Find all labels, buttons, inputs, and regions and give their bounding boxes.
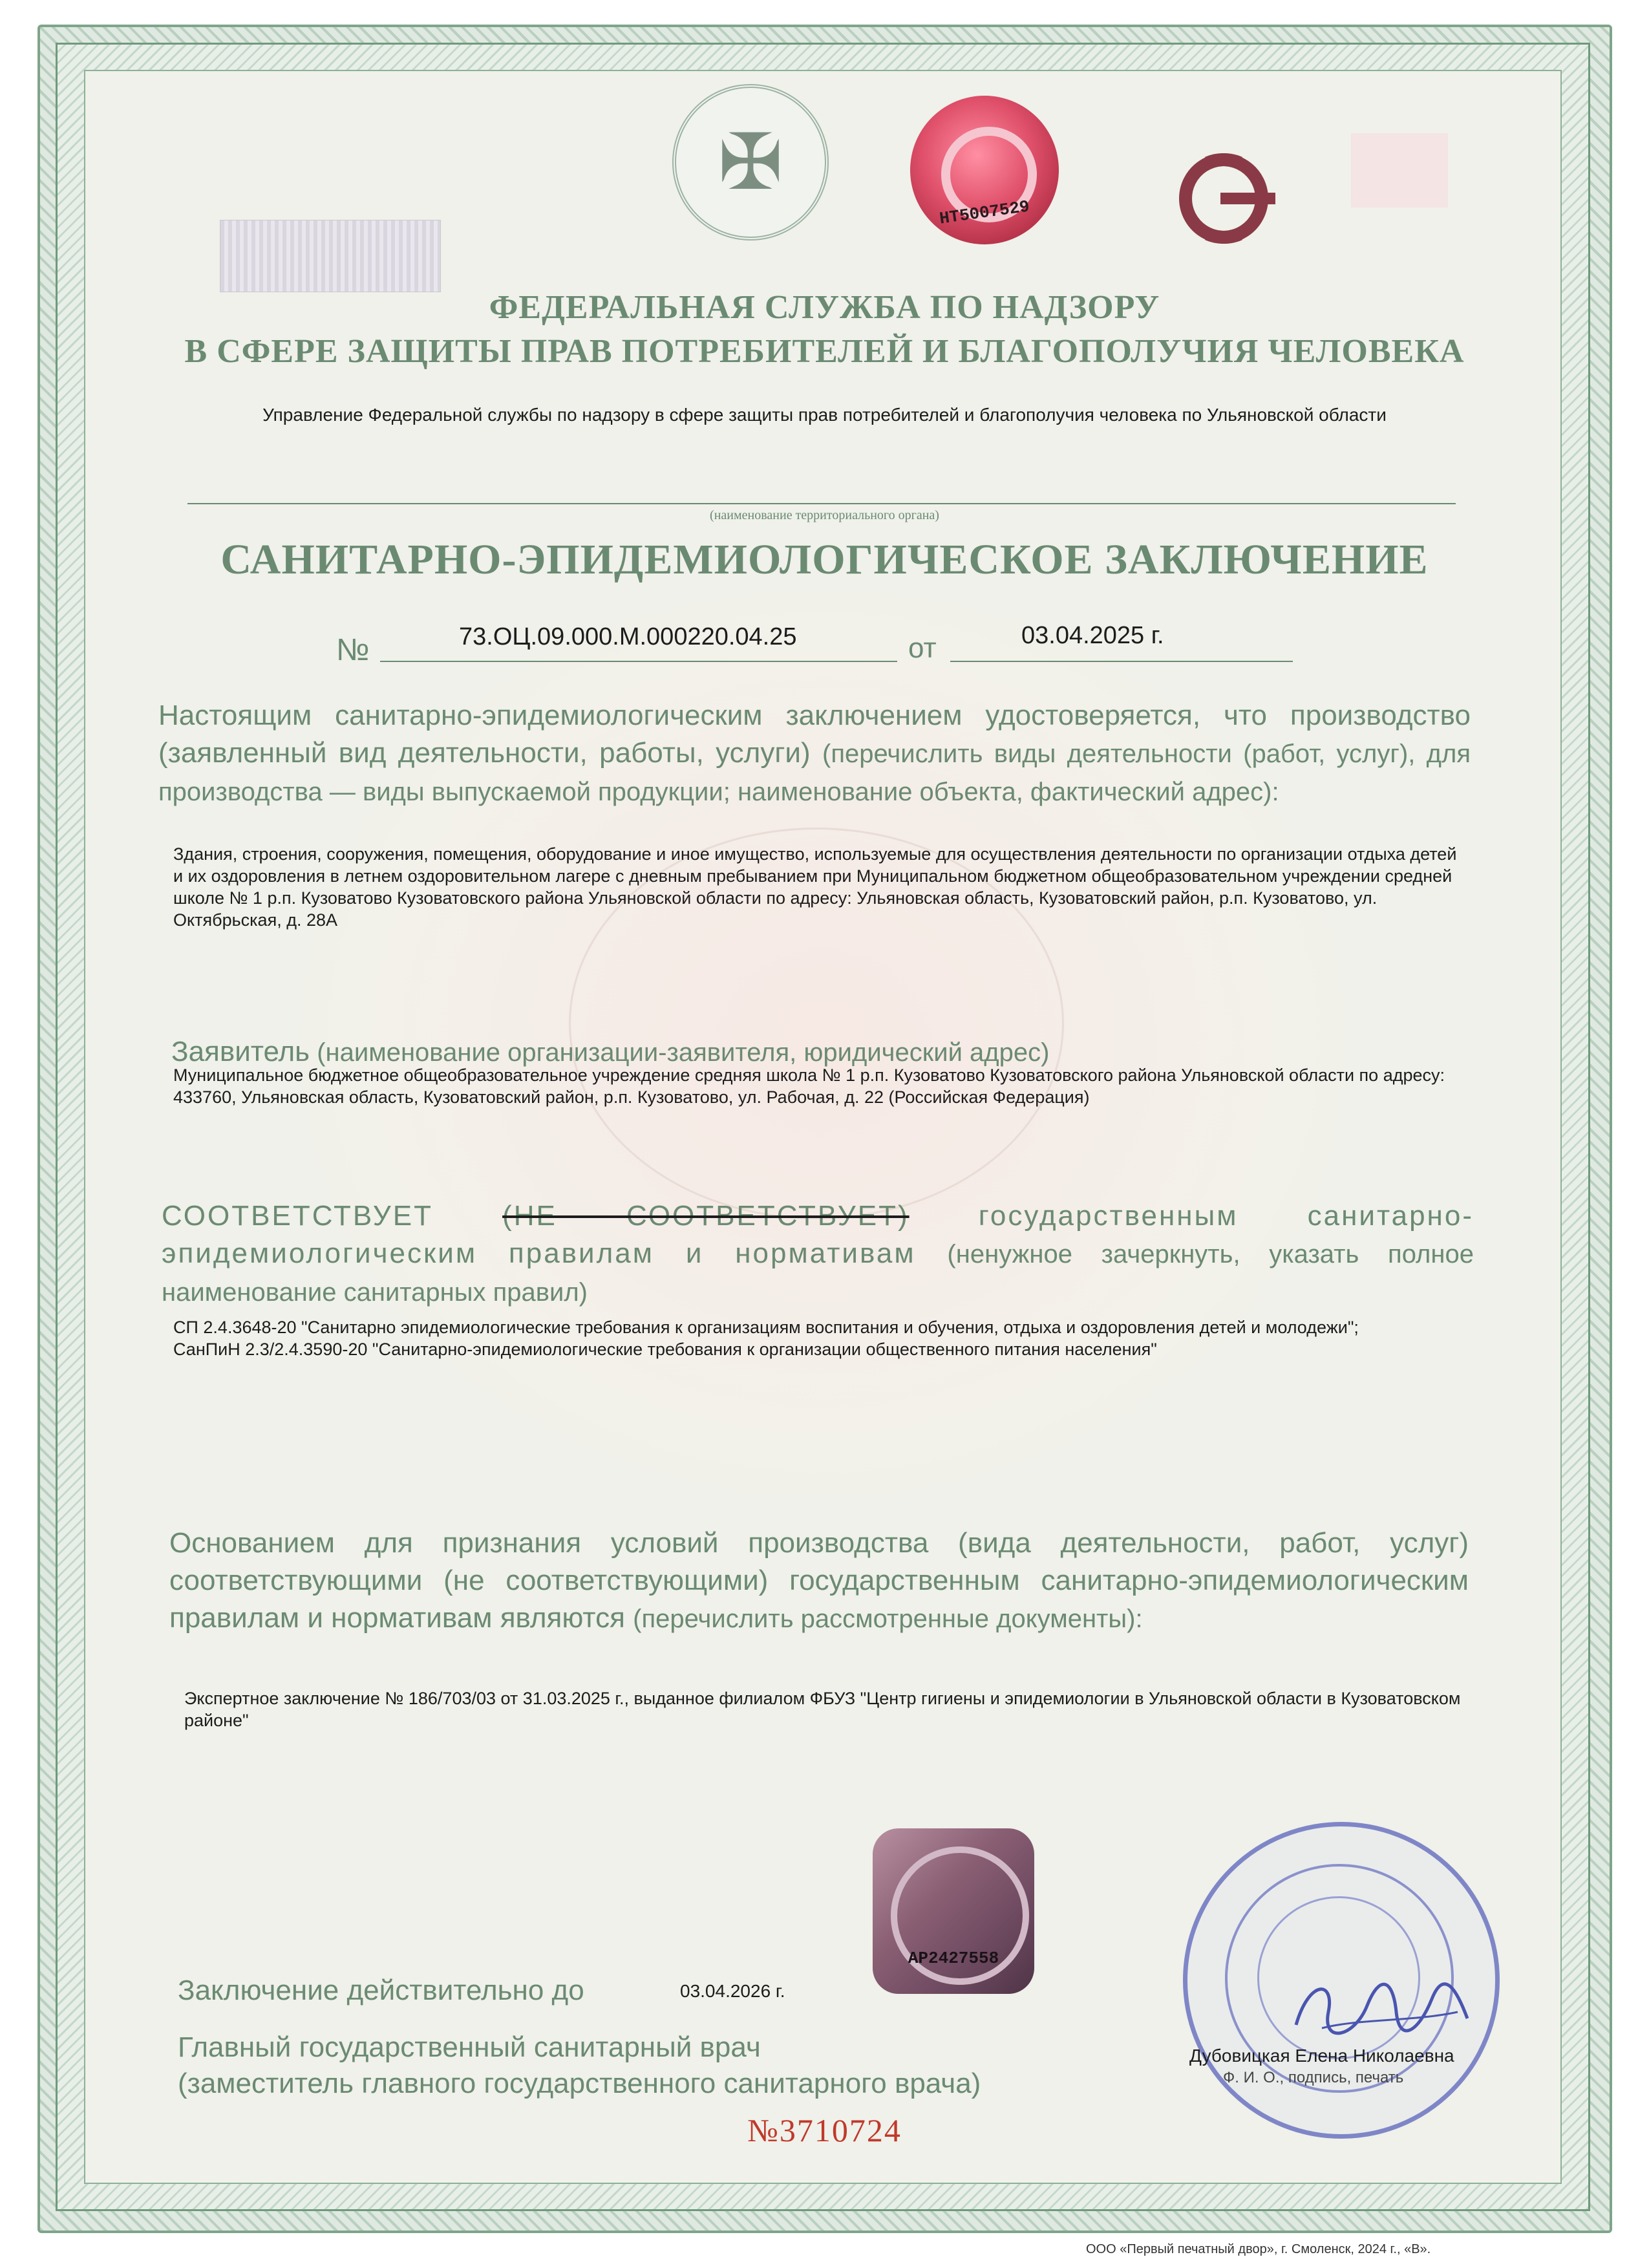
applicant-heading [171,1036,1471,1068]
sanitary-rules-list [173,1316,1479,1360]
activity-intro-main: Настоящим санитарно-эпидемиологическим заключением удостоверяется, что производство (заявленный вид деятельности, работы, услуги) [158,700,1471,769]
printer-imprint: ООО «Первый печатный двор», г. Смоленск, 2024 г., «В». [1086,2242,1431,2256]
hologram-serial-top: НТ5007529 [938,197,1031,229]
date-label: от [908,632,937,664]
signature-icon [1283,1967,1477,2057]
coat-of-arms-icon: ✠ [672,84,829,241]
document-date: 03.04.2025 г. [1021,622,1164,649]
activity-intro-hint: (перечислить виды деятельности (работ, услуг), для производства — виды выпускаемой продукции; наименование объекта, фактический адрес): [158,740,1471,806]
number-underline [380,661,897,662]
hologram-seal-top [910,96,1059,244]
validity-label: Заключение действительно до [178,1974,584,2006]
compliance-statement [162,1197,1474,1311]
document-number: 73.ОЦ.09.000.М.000220.04.25 [459,623,797,650]
basis-documents: Экспертное заключение № 186/703/03 от 31.03.2025 г., выданное филиалом ФБУЗ "Центр гигиены и эпидемиологии в Ульяновской области в Кузоватовском районе" [184,1689,1461,1730]
compliance-hint: (ненужное зачеркнуть, указать полное наименование санитарных правил) [162,1240,1474,1307]
activity-description: Здания, строения, сооружения, помещения, оборудование и иное имущество, используемые для осуществления деятельности по организации отдыха детей и их оздоровления в летнем оздоровительном лагере с дневным пребыванием при Муниципальном бюджетном общеобразовательном учреждении средней школе № 1 р.п. Кузоватово Кузоватовского района Ульяновской области по адресу: Ульяновская область, Кузоватовский район, р.п. Кузоватово, ул. Октябрьская, д. 28А [173,844,1457,930]
basis-hint: (перечислить рассмотренные документы): [633,1605,1143,1633]
compliance-main: государственным санитарно-эпидемиологическим правилам и нормативам [162,1200,1474,1269]
signatory-caption: Ф. И. О., подпись, печать [1223,2069,1404,2086]
signatory-position-line1: Главный государственный санитарный врач [178,2031,761,2063]
applicant-details: Муниципальное бюджетное общеобразовательное учреждение средняя школа № 1 р.п. Кузоватово Кузоватовского района Ульяновской области по адресу: 433760, Ульяновская область, Кузоватовский район, р.п. Кузоватово, ул. Рабочая, д. 22 (Российская Федерация) [173,1065,1445,1107]
basis-intro-main: Основанием для признания условий производства (вида деятельности, работ, услуг) соответствующими (не соответствующими) государственным санитарно-эпидемиологическим правилам и нормативам являются [169,1527,1469,1634]
hologram-strip [220,220,441,292]
number-label: № [336,633,370,667]
authority-caption: (наименование территориального органа) [710,508,939,522]
date-underline [950,661,1293,662]
form-serial-number: №3710724 [747,2112,902,2148]
authority-underline [187,503,1456,504]
document-title: САНИТАРНО-ЭПИДЕМИОЛОГИЧЕСКОЕ ЗАКЛЮЧЕНИЕ [220,536,1429,583]
complies-word: СООТВЕТСТВУЕТ [162,1200,433,1232]
basis-statement [169,1524,1469,1638]
not-complies-struck: (НЕ СООТВЕТСТВУЕТ) [502,1200,910,1232]
sanitary-rule-2: СанПиН 2.3/2.4.3590-20 "Санитарно-эпидемиологические требования к организации общественного питания населения" [173,1340,1157,1359]
activity-intro [158,697,1471,811]
hologram-seal-bottom [873,1828,1034,1994]
sanitary-rule-1: СП 2.4.3648-20 "Санитарно эпидемиологические требования к организациям воспитания и обучения, отдыха и оздоровления детей и молодежи"; [173,1318,1359,1337]
agency-name-line2: В СФЕРЕ ЗАЩИТЫ ПРАВ ПОТРЕБИТЕЛЕЙ И БЛАГОПОЛУЧИЯ ЧЕЛОВЕКА [184,333,1465,370]
territorial-authority: Управление Федеральной службы по надзору в сфере защиты прав потребителей и благополучия человека по Ульяновской области [262,405,1387,425]
signatory-position-line2: (заместитель главного государственного санитарного врача) [178,2068,981,2099]
validity-date: 03.04.2026 г. [680,1981,785,2001]
certification-mark-icon [1143,150,1298,247]
hologram-patch [1351,133,1448,208]
agency-name-line1: ФЕДЕРАЛЬНАЯ СЛУЖБА ПО НАДЗОРУ [489,289,1160,326]
applicant-label: Заявитель [171,1036,310,1067]
signatory-name: Дубовицкая Елена Николаевна [1189,2046,1454,2066]
applicant-hint: (наименование организации-заявителя, юридический адрес) [317,1038,1050,1067]
hologram-serial-bottom: АР2427558 [908,1949,999,1968]
